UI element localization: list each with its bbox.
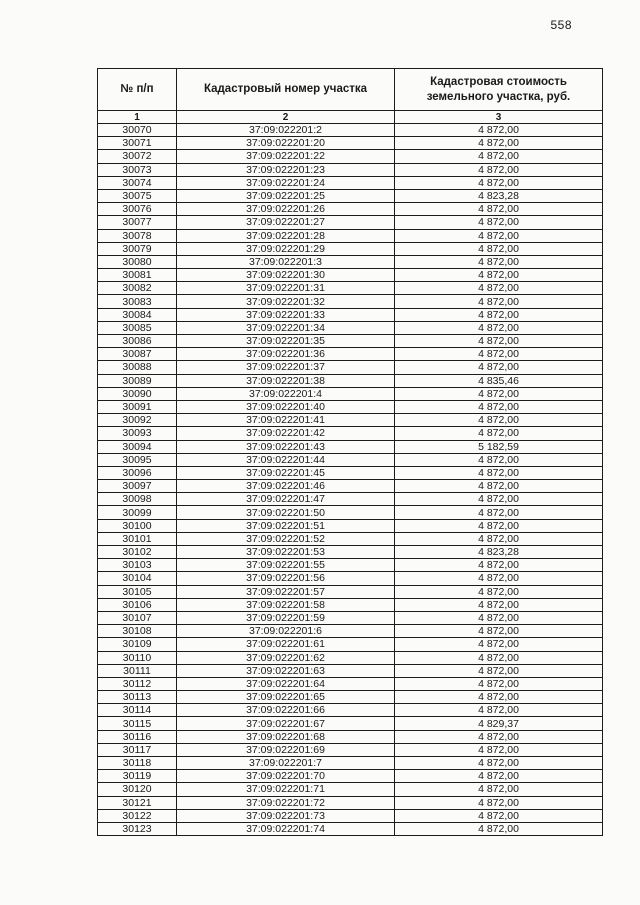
- header-cell-number: № п/п: [98, 69, 177, 111]
- table-cell: 30089: [98, 374, 177, 387]
- table-cell: 30079: [98, 242, 177, 255]
- header-cell-cadastral-value: Кадастровая стоимость земельного участка, руб.: [395, 69, 603, 111]
- table-cell: 37:09:022201:20: [177, 137, 395, 150]
- table-cell: 37:09:022201:40: [177, 400, 395, 413]
- table-cell: 37:09:022201:53: [177, 546, 395, 559]
- table-row: [98, 598, 603, 611]
- table-row: [98, 361, 603, 374]
- table-cell: 4 872,00: [395, 664, 603, 677]
- table-cell: 4 872,00: [395, 137, 603, 150]
- table-cell: 30114: [98, 704, 177, 717]
- table-cell: 30094: [98, 440, 177, 453]
- table-row: [98, 295, 603, 308]
- header-row: [98, 69, 603, 111]
- table-row: [98, 757, 603, 770]
- table-cell: 37:09:022201:3: [177, 255, 395, 268]
- table-cell: 4 872,00: [395, 255, 603, 268]
- column-number-1: 1: [98, 111, 177, 124]
- table-cell: 30113: [98, 691, 177, 704]
- table-cell: 30098: [98, 493, 177, 506]
- table-cell: 4 872,00: [395, 532, 603, 545]
- table-row: [98, 664, 603, 677]
- table-cell: 37:09:022201:72: [177, 796, 395, 809]
- table-cell: 4 835,46: [395, 374, 603, 387]
- table-cell: 30097: [98, 480, 177, 493]
- table-cell: 30102: [98, 546, 177, 559]
- table-row: [98, 625, 603, 638]
- table-cell: 4 872,00: [395, 150, 603, 163]
- table-cell: 4 872,00: [395, 203, 603, 216]
- table-cell: 4 872,00: [395, 321, 603, 334]
- table-cell: 30106: [98, 598, 177, 611]
- table-row: [98, 691, 603, 704]
- table-cell: 4 823,28: [395, 546, 603, 559]
- table-cell: 30076: [98, 203, 177, 216]
- table-cell: 30095: [98, 453, 177, 466]
- table-cell: 37:09:022201:36: [177, 348, 395, 361]
- table-cell: 37:09:022201:67: [177, 717, 395, 730]
- table-cell: 37:09:022201:37: [177, 361, 395, 374]
- table-cell: 37:09:022201:7: [177, 757, 395, 770]
- table-cell: 37:09:022201:71: [177, 783, 395, 796]
- table-cell: 30093: [98, 427, 177, 440]
- table-row: [98, 255, 603, 268]
- table-cell: 30099: [98, 506, 177, 519]
- table-cell: 37:09:022201:30: [177, 269, 395, 282]
- table-cell: 30118: [98, 757, 177, 770]
- table-cell: 37:09:022201:26: [177, 203, 395, 216]
- column-number-row: [98, 111, 603, 124]
- column-number-3: 3: [395, 111, 603, 124]
- table-cell: 30116: [98, 730, 177, 743]
- table-row: [98, 611, 603, 624]
- table-cell: 37:09:022201:24: [177, 176, 395, 189]
- table-cell: 37:09:022201:38: [177, 374, 395, 387]
- table-cell: 30104: [98, 572, 177, 585]
- table-row: [98, 532, 603, 545]
- table-row: [98, 229, 603, 242]
- table-cell: 37:09:022201:68: [177, 730, 395, 743]
- table-row: [98, 189, 603, 202]
- table-cell: 30082: [98, 282, 177, 295]
- table-row: [98, 400, 603, 413]
- table-cell: 37:09:022201:34: [177, 321, 395, 334]
- table-header: [98, 69, 603, 124]
- table-cell: 37:09:022201:43: [177, 440, 395, 453]
- table-cell: 37:09:022201:56: [177, 572, 395, 585]
- table-row: [98, 572, 603, 585]
- table-row: [98, 269, 603, 282]
- table-cell: 30083: [98, 295, 177, 308]
- table-row: [98, 308, 603, 321]
- table-cell: 37:09:022201:31: [177, 282, 395, 295]
- table-cell: 37:09:022201:23: [177, 163, 395, 176]
- table-row: [98, 677, 603, 690]
- table-cell: 37:09:022201:62: [177, 651, 395, 664]
- table-cell: 37:09:022201:2: [177, 124, 395, 137]
- table-cell: 4 872,00: [395, 519, 603, 532]
- table-row: [98, 427, 603, 440]
- table-cell: 4 872,00: [395, 757, 603, 770]
- table-cell: 4 872,00: [395, 730, 603, 743]
- table-row: [98, 137, 603, 150]
- table-cell: 37:09:022201:29: [177, 242, 395, 255]
- table-row: [98, 783, 603, 796]
- table-cell: 4 872,00: [395, 651, 603, 664]
- table-cell: 4 872,00: [395, 611, 603, 624]
- table-cell: 37:09:022201:52: [177, 532, 395, 545]
- table-cell: 4 872,00: [395, 770, 603, 783]
- table-cell: 4 872,00: [395, 638, 603, 651]
- table-row: [98, 348, 603, 361]
- table-body: [98, 124, 603, 836]
- table-row: [98, 466, 603, 479]
- cadastral-table: [97, 68, 603, 836]
- table-cell: 4 872,00: [395, 216, 603, 229]
- table-row: [98, 335, 603, 348]
- table-cell: 30092: [98, 414, 177, 427]
- table-cell: 30081: [98, 269, 177, 282]
- table-row: [98, 651, 603, 664]
- table-cell: 37:09:022201:74: [177, 822, 395, 835]
- table-cell: 4 872,00: [395, 743, 603, 756]
- table-cell: 4 872,00: [395, 427, 603, 440]
- table-cell: 4 872,00: [395, 506, 603, 519]
- table-cell: 30119: [98, 770, 177, 783]
- table-cell: 37:09:022201:22: [177, 150, 395, 163]
- table-cell: 37:09:022201:69: [177, 743, 395, 756]
- table-cell: 37:09:022201:64: [177, 677, 395, 690]
- table-cell: 4 872,00: [395, 677, 603, 690]
- table-row: [98, 124, 603, 137]
- table-cell: 37:09:022201:27: [177, 216, 395, 229]
- table-cell: 4 872,00: [395, 242, 603, 255]
- table-cell: 30090: [98, 387, 177, 400]
- table-row: [98, 809, 603, 822]
- table-cell: 37:09:022201:61: [177, 638, 395, 651]
- table-row: [98, 321, 603, 334]
- table-row: [98, 717, 603, 730]
- table-row: [98, 730, 603, 743]
- table-cell: 30096: [98, 466, 177, 479]
- header-cell-cadastral-number: Кадастровый номер участка: [177, 69, 395, 111]
- table-cell: 30112: [98, 677, 177, 690]
- table-row: [98, 704, 603, 717]
- table-cell: 37:09:022201:50: [177, 506, 395, 519]
- table-cell: 4 872,00: [395, 387, 603, 400]
- table-cell: 37:09:022201:44: [177, 453, 395, 466]
- table-row: [98, 519, 603, 532]
- table-cell: 4 872,00: [395, 348, 603, 361]
- table-row: [98, 282, 603, 295]
- table-cell: 4 872,00: [395, 282, 603, 295]
- table-cell: 30072: [98, 150, 177, 163]
- table-row: [98, 559, 603, 572]
- table-cell: 4 872,00: [395, 400, 603, 413]
- table-cell: 37:09:022201:63: [177, 664, 395, 677]
- table-cell: 4 872,00: [395, 783, 603, 796]
- table-row: [98, 216, 603, 229]
- table-cell: 4 872,00: [395, 809, 603, 822]
- table-cell: 30110: [98, 651, 177, 664]
- table-cell: 4 872,00: [395, 704, 603, 717]
- table-row: [98, 374, 603, 387]
- table-cell: 4 872,00: [395, 335, 603, 348]
- table-row: [98, 480, 603, 493]
- table-row: [98, 150, 603, 163]
- table-cell: 30074: [98, 176, 177, 189]
- table-cell: 4 872,00: [395, 414, 603, 427]
- table-row: [98, 546, 603, 559]
- table-row: [98, 493, 603, 506]
- table-cell: 30121: [98, 796, 177, 809]
- table-cell: 30105: [98, 585, 177, 598]
- table-cell: 30075: [98, 189, 177, 202]
- table-cell: 4 872,00: [395, 176, 603, 189]
- table-cell: 37:09:022201:35: [177, 335, 395, 348]
- table-row: [98, 440, 603, 453]
- table-cell: 30071: [98, 137, 177, 150]
- table-cell: 37:09:022201:73: [177, 809, 395, 822]
- table-cell: 37:09:022201:59: [177, 611, 395, 624]
- table-cell: 30117: [98, 743, 177, 756]
- table-cell: 4 872,00: [395, 598, 603, 611]
- table-cell: 30101: [98, 532, 177, 545]
- table-cell: 37:09:022201:47: [177, 493, 395, 506]
- table-cell: 37:09:022201:70: [177, 770, 395, 783]
- table-cell: 30111: [98, 664, 177, 677]
- table-cell: 30088: [98, 361, 177, 374]
- table-cell: 30107: [98, 611, 177, 624]
- table-cell: 30108: [98, 625, 177, 638]
- table-cell: 30120: [98, 783, 177, 796]
- table-cell: 37:09:022201:51: [177, 519, 395, 532]
- table-cell: 37:09:022201:45: [177, 466, 395, 479]
- table-cell: 4 872,00: [395, 625, 603, 638]
- table-row: [98, 638, 603, 651]
- table-cell: 30122: [98, 809, 177, 822]
- table-cell: 37:09:022201:58: [177, 598, 395, 611]
- table-cell: 37:09:022201:42: [177, 427, 395, 440]
- table-row: [98, 414, 603, 427]
- table-cell: 4 872,00: [395, 822, 603, 835]
- table-row: [98, 822, 603, 835]
- table-cell: 37:09:022201:55: [177, 559, 395, 572]
- table-cell: 30087: [98, 348, 177, 361]
- table-row: [98, 585, 603, 598]
- table-row: [98, 796, 603, 809]
- table-cell: 37:09:022201:28: [177, 229, 395, 242]
- table-cell: 4 872,00: [395, 559, 603, 572]
- table-cell: 37:09:022201:46: [177, 480, 395, 493]
- table-cell: 4 872,00: [395, 295, 603, 308]
- table-cell: 30070: [98, 124, 177, 137]
- table-row: [98, 770, 603, 783]
- table-cell: 30078: [98, 229, 177, 242]
- table-cell: 37:09:022201:65: [177, 691, 395, 704]
- table-cell: 30123: [98, 822, 177, 835]
- table-cell: 37:09:022201:4: [177, 387, 395, 400]
- table-cell: 30086: [98, 335, 177, 348]
- table-cell: 4 872,00: [395, 124, 603, 137]
- table-cell: 4 872,00: [395, 308, 603, 321]
- table-cell: 30115: [98, 717, 177, 730]
- table-row: [98, 203, 603, 216]
- table-cell: 30084: [98, 308, 177, 321]
- table-cell: 30100: [98, 519, 177, 532]
- table-row: [98, 743, 603, 756]
- table-row: [98, 176, 603, 189]
- table-cell: 4 872,00: [395, 229, 603, 242]
- table-cell: 4 872,00: [395, 269, 603, 282]
- table-cell: 4 872,00: [395, 493, 603, 506]
- table-row: [98, 242, 603, 255]
- table-cell: 5 182,59: [395, 440, 603, 453]
- table-cell: 30077: [98, 216, 177, 229]
- table-cell: 30085: [98, 321, 177, 334]
- table-cell: 30103: [98, 559, 177, 572]
- table-cell: 4 872,00: [395, 796, 603, 809]
- table-cell: 4 872,00: [395, 466, 603, 479]
- page-number: 558: [550, 18, 572, 32]
- table-cell: 4 829,37: [395, 717, 603, 730]
- table-cell: 4 872,00: [395, 361, 603, 374]
- table-row: [98, 453, 603, 466]
- table-cell: 37:09:022201:57: [177, 585, 395, 598]
- table-cell: 37:09:022201:41: [177, 414, 395, 427]
- table-cell: 37:09:022201:66: [177, 704, 395, 717]
- table-cell: 30109: [98, 638, 177, 651]
- table-cell: 4 872,00: [395, 163, 603, 176]
- table-cell: 30073: [98, 163, 177, 176]
- table-cell: 4 872,00: [395, 585, 603, 598]
- table-cell: 37:09:022201:33: [177, 308, 395, 321]
- table-cell: 37:09:022201:25: [177, 189, 395, 202]
- table-cell: 4 872,00: [395, 572, 603, 585]
- table-row: [98, 506, 603, 519]
- table-row: [98, 163, 603, 176]
- column-number-2: 2: [177, 111, 395, 124]
- table-cell: 37:09:022201:32: [177, 295, 395, 308]
- table-cell: 4 823,28: [395, 189, 603, 202]
- table-row: [98, 387, 603, 400]
- table-cell: 30091: [98, 400, 177, 413]
- table-cell: 30080: [98, 255, 177, 268]
- table-cell: 37:09:022201:6: [177, 625, 395, 638]
- table-cell: 4 872,00: [395, 691, 603, 704]
- table-cell: 4 872,00: [395, 480, 603, 493]
- table-cell: 4 872,00: [395, 453, 603, 466]
